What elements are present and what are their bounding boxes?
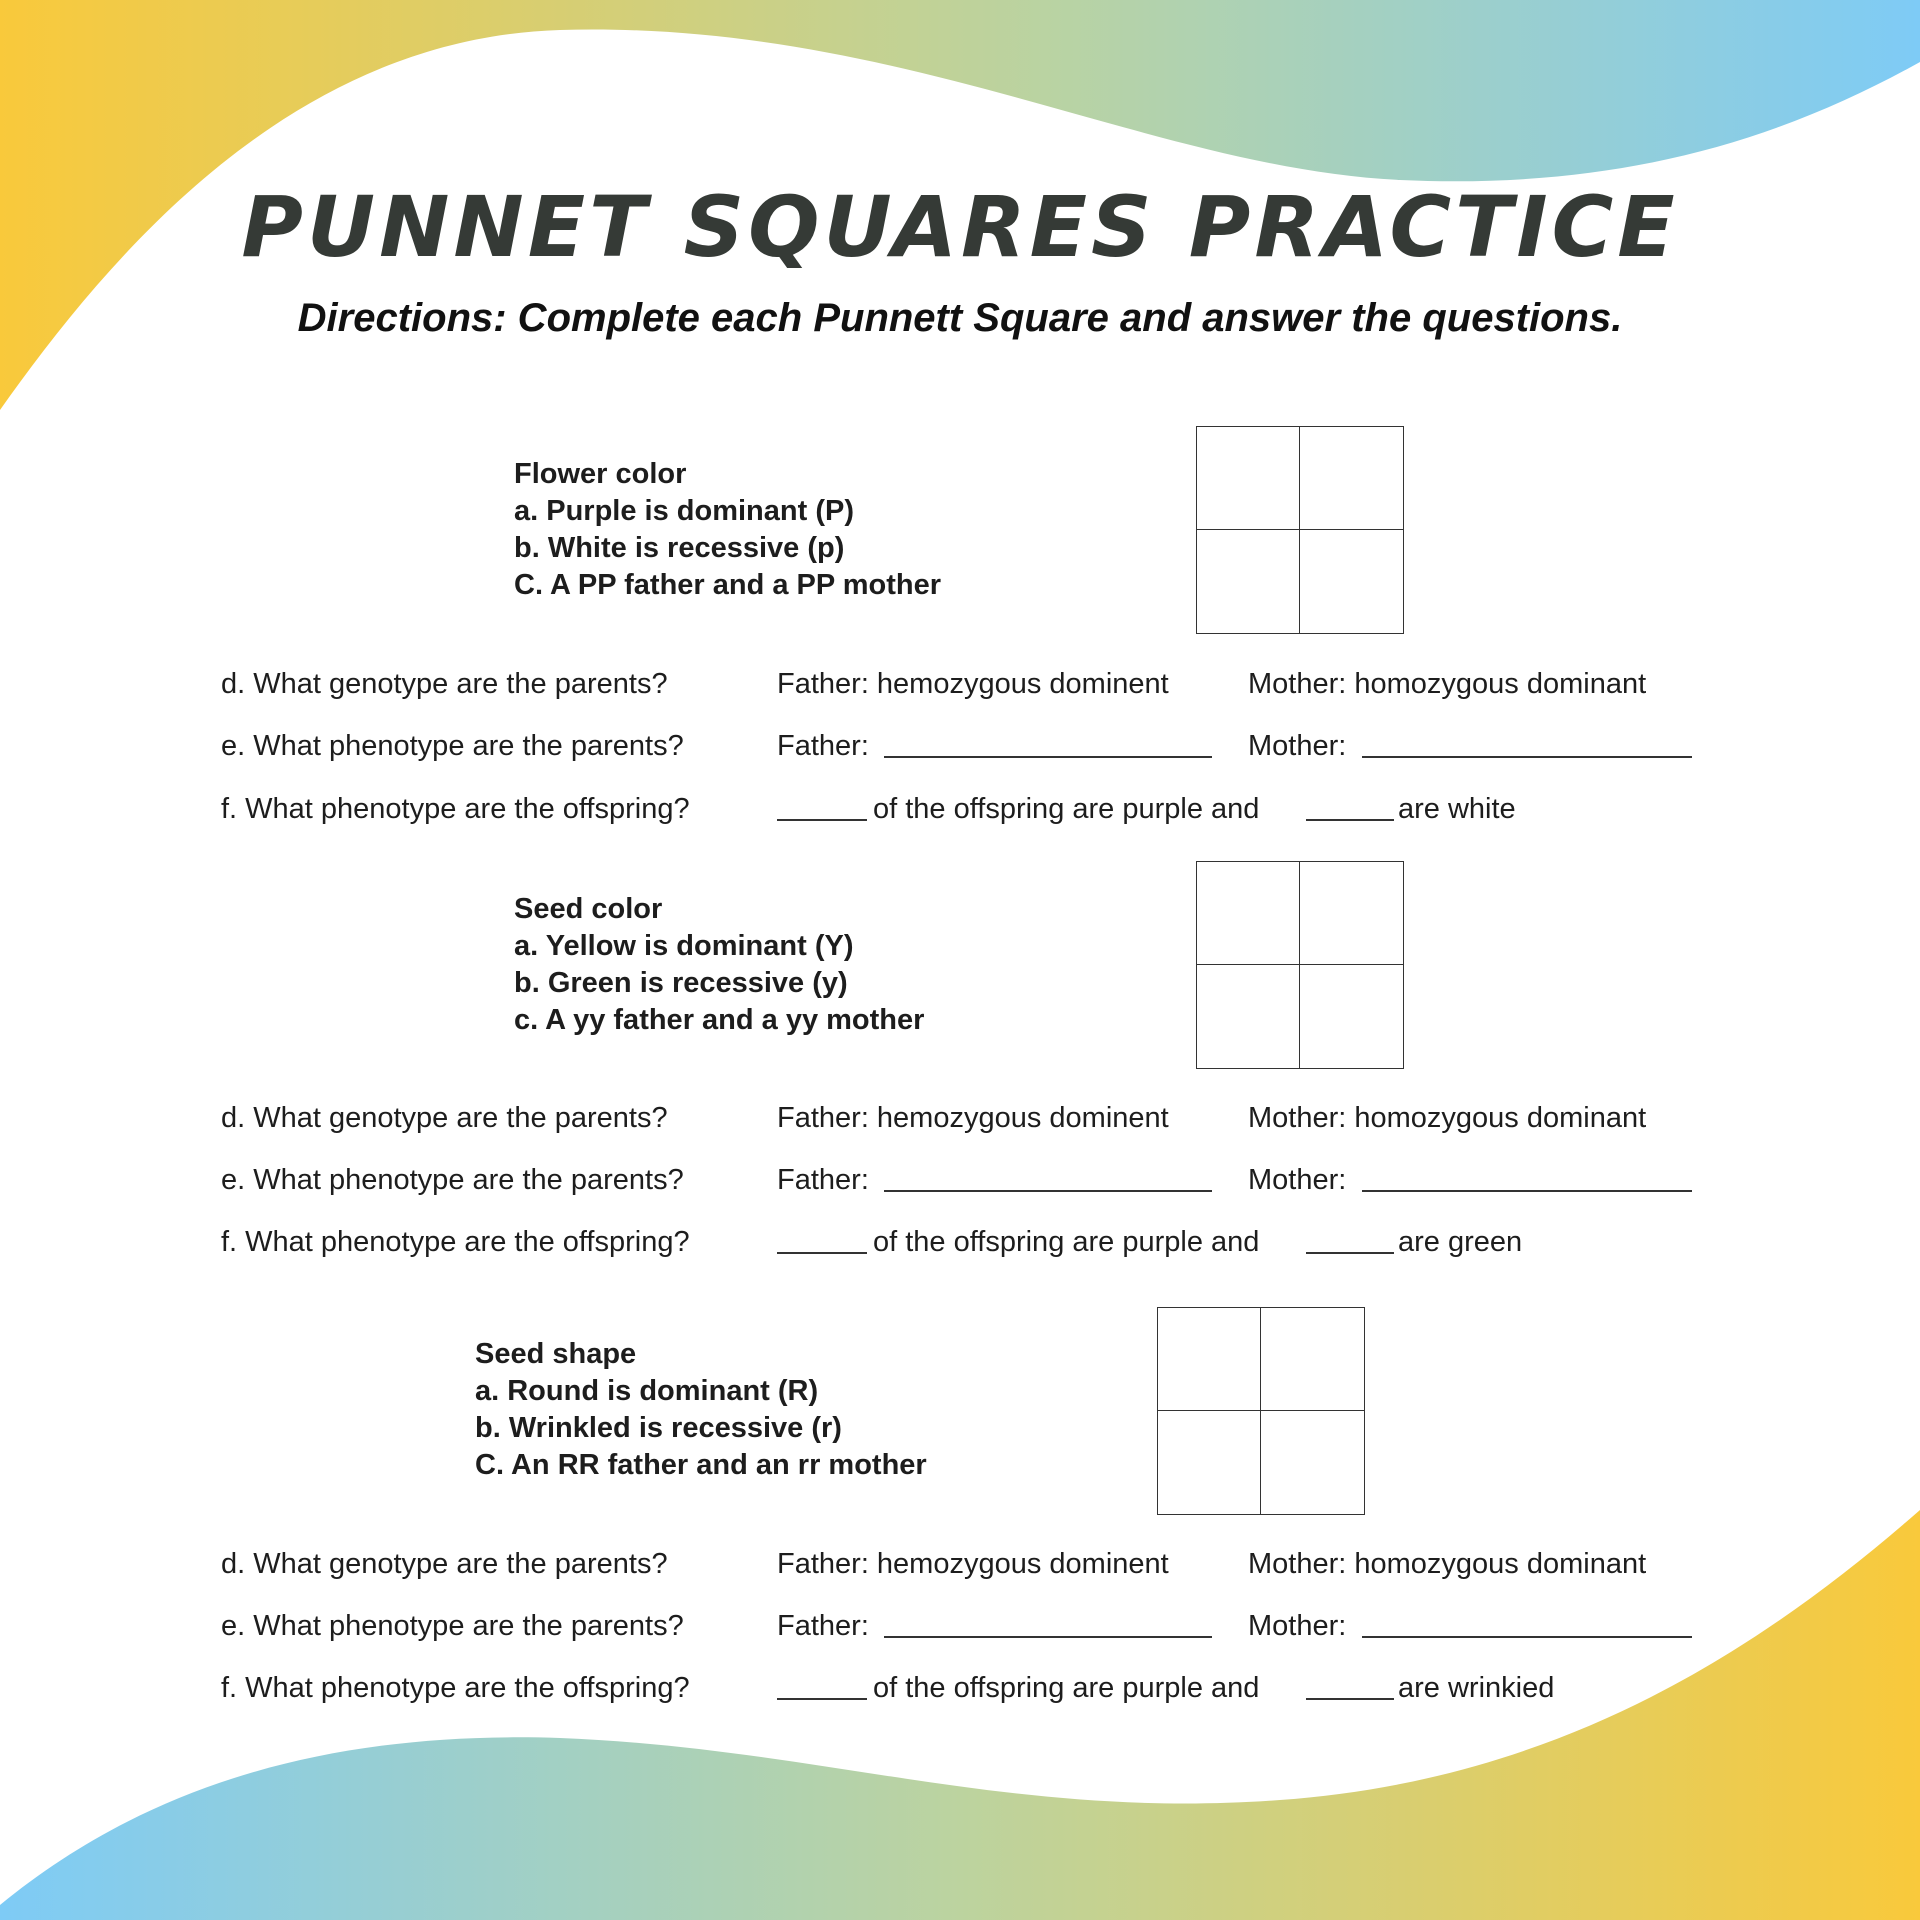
punnett-cell[interactable] [1300, 965, 1403, 1068]
punnett-square-flower-color[interactable] [1196, 426, 1404, 634]
offspring-text-mid: of the offspring are purple and [873, 1226, 1260, 1258]
punnett-square-seed-color[interactable] [1196, 861, 1404, 1069]
offspring-text-mid: of the offspring are purple and [873, 793, 1260, 825]
trait-line-a: a. Purple is dominant (P) [514, 495, 854, 527]
phenotype-father-label: Father: [777, 730, 869, 762]
question-row-e [0, 726, 1920, 766]
offspring-blank-1[interactable] [777, 1252, 867, 1254]
trait-line-b: b. Green is recessive (y) [514, 967, 848, 999]
punnett-cell[interactable] [1197, 965, 1300, 1068]
genotype-father: Father: hemozygous dominent [777, 1548, 1169, 1580]
phenotype-mother-label: Mother: [1248, 730, 1347, 762]
offspring-blank-1[interactable] [777, 819, 867, 821]
offspring-blank-2[interactable] [1306, 1698, 1394, 1700]
question-d: d. What genotype are the parents? [221, 1548, 668, 1580]
trait-line-c: C. An RR father and an rr mother [475, 1449, 927, 1481]
page-title: PUNNET SQUARES PRACTICE [241, 178, 1679, 276]
trait-line-b: b. White is recessive (p) [514, 532, 845, 564]
phenotype-father-label: Father: [777, 1164, 869, 1196]
question-row-e [0, 1160, 1920, 1200]
phenotype-father-blank[interactable] [884, 1636, 1212, 1638]
punnett-cell[interactable] [1300, 530, 1403, 633]
phenotype-mother-blank[interactable] [1362, 756, 1692, 758]
trait-line-c: C. A PP father and a PP mother [514, 569, 942, 601]
question-row-d [0, 1098, 1920, 1138]
directions-text: Directions: Complete each Punnett Square and answer the questions. [297, 296, 1623, 340]
phenotype-mother-label: Mother: [1248, 1610, 1347, 1642]
phenotype-father-blank[interactable] [884, 756, 1212, 758]
question-f: f. What phenotype are the offspring? [221, 1672, 690, 1704]
question-e: e. What phenotype are the parents? [221, 730, 684, 762]
punnett-cell[interactable] [1261, 1411, 1364, 1514]
trait-block-flower-color [514, 456, 941, 604]
offspring-text-end: are white [1398, 793, 1516, 825]
phenotype-father-blank[interactable] [884, 1190, 1212, 1192]
punnett-cell[interactable] [1197, 530, 1300, 633]
question-row-e [0, 1606, 1920, 1646]
punnett-cell[interactable] [1300, 862, 1403, 965]
question-row-f [0, 1222, 1920, 1262]
trait-line-a: a. Round is dominant (R) [475, 1375, 819, 1407]
phenotype-father-label: Father: [777, 1610, 869, 1642]
genotype-mother: Mother: homozygous dominant [1248, 1548, 1647, 1580]
question-d: d. What genotype are the parents? [221, 1102, 668, 1134]
trait-block-seed-shape [475, 1336, 927, 1484]
punnett-cell[interactable] [1261, 1308, 1364, 1411]
punnett-cell[interactable] [1158, 1411, 1261, 1514]
trait-block-seed-color [514, 891, 924, 1039]
trait-name: Seed color [514, 893, 663, 925]
trait-line-b: b. Wrinkled is recessive (r) [475, 1412, 842, 1444]
punnett-cell[interactable] [1197, 862, 1300, 965]
punnett-cell[interactable] [1300, 427, 1403, 530]
question-e: e. What phenotype are the parents? [221, 1610, 684, 1642]
question-row-d [0, 1544, 1920, 1584]
genotype-father: Father: hemozygous dominent [777, 668, 1169, 700]
punnett-square-seed-shape[interactable] [1157, 1307, 1365, 1515]
genotype-mother: Mother: homozygous dominant [1248, 668, 1647, 700]
question-row-d [0, 664, 1920, 704]
question-row-f [0, 1668, 1920, 1708]
offspring-text-end: are green [1398, 1226, 1523, 1258]
genotype-father: Father: hemozygous dominent [777, 1102, 1169, 1134]
phenotype-mother-blank[interactable] [1362, 1190, 1692, 1192]
trait-line-a: a. Yellow is dominant (Y) [514, 930, 854, 962]
punnett-cell[interactable] [1197, 427, 1300, 530]
trait-line-c: c. A yy father and a yy mother [514, 1004, 925, 1036]
question-f: f. What phenotype are the offspring? [221, 793, 690, 825]
question-row-f [0, 789, 1920, 829]
offspring-blank-1[interactable] [777, 1698, 867, 1700]
question-f: f. What phenotype are the offspring? [221, 1226, 690, 1258]
phenotype-mother-blank[interactable] [1362, 1636, 1692, 1638]
offspring-text-end: are wrinkied [1398, 1672, 1555, 1704]
question-e: e. What phenotype are the parents? [221, 1164, 684, 1196]
punnett-cell[interactable] [1158, 1308, 1261, 1411]
trait-name: Seed shape [475, 1338, 637, 1370]
genotype-mother: Mother: homozygous dominant [1248, 1102, 1647, 1134]
question-d: d. What genotype are the parents? [221, 668, 668, 700]
offspring-text-mid: of the offspring are purple and [873, 1672, 1260, 1704]
trait-name: Flower color [514, 458, 687, 490]
offspring-blank-2[interactable] [1306, 1252, 1394, 1254]
phenotype-mother-label: Mother: [1248, 1164, 1347, 1196]
offspring-blank-2[interactable] [1306, 819, 1394, 821]
